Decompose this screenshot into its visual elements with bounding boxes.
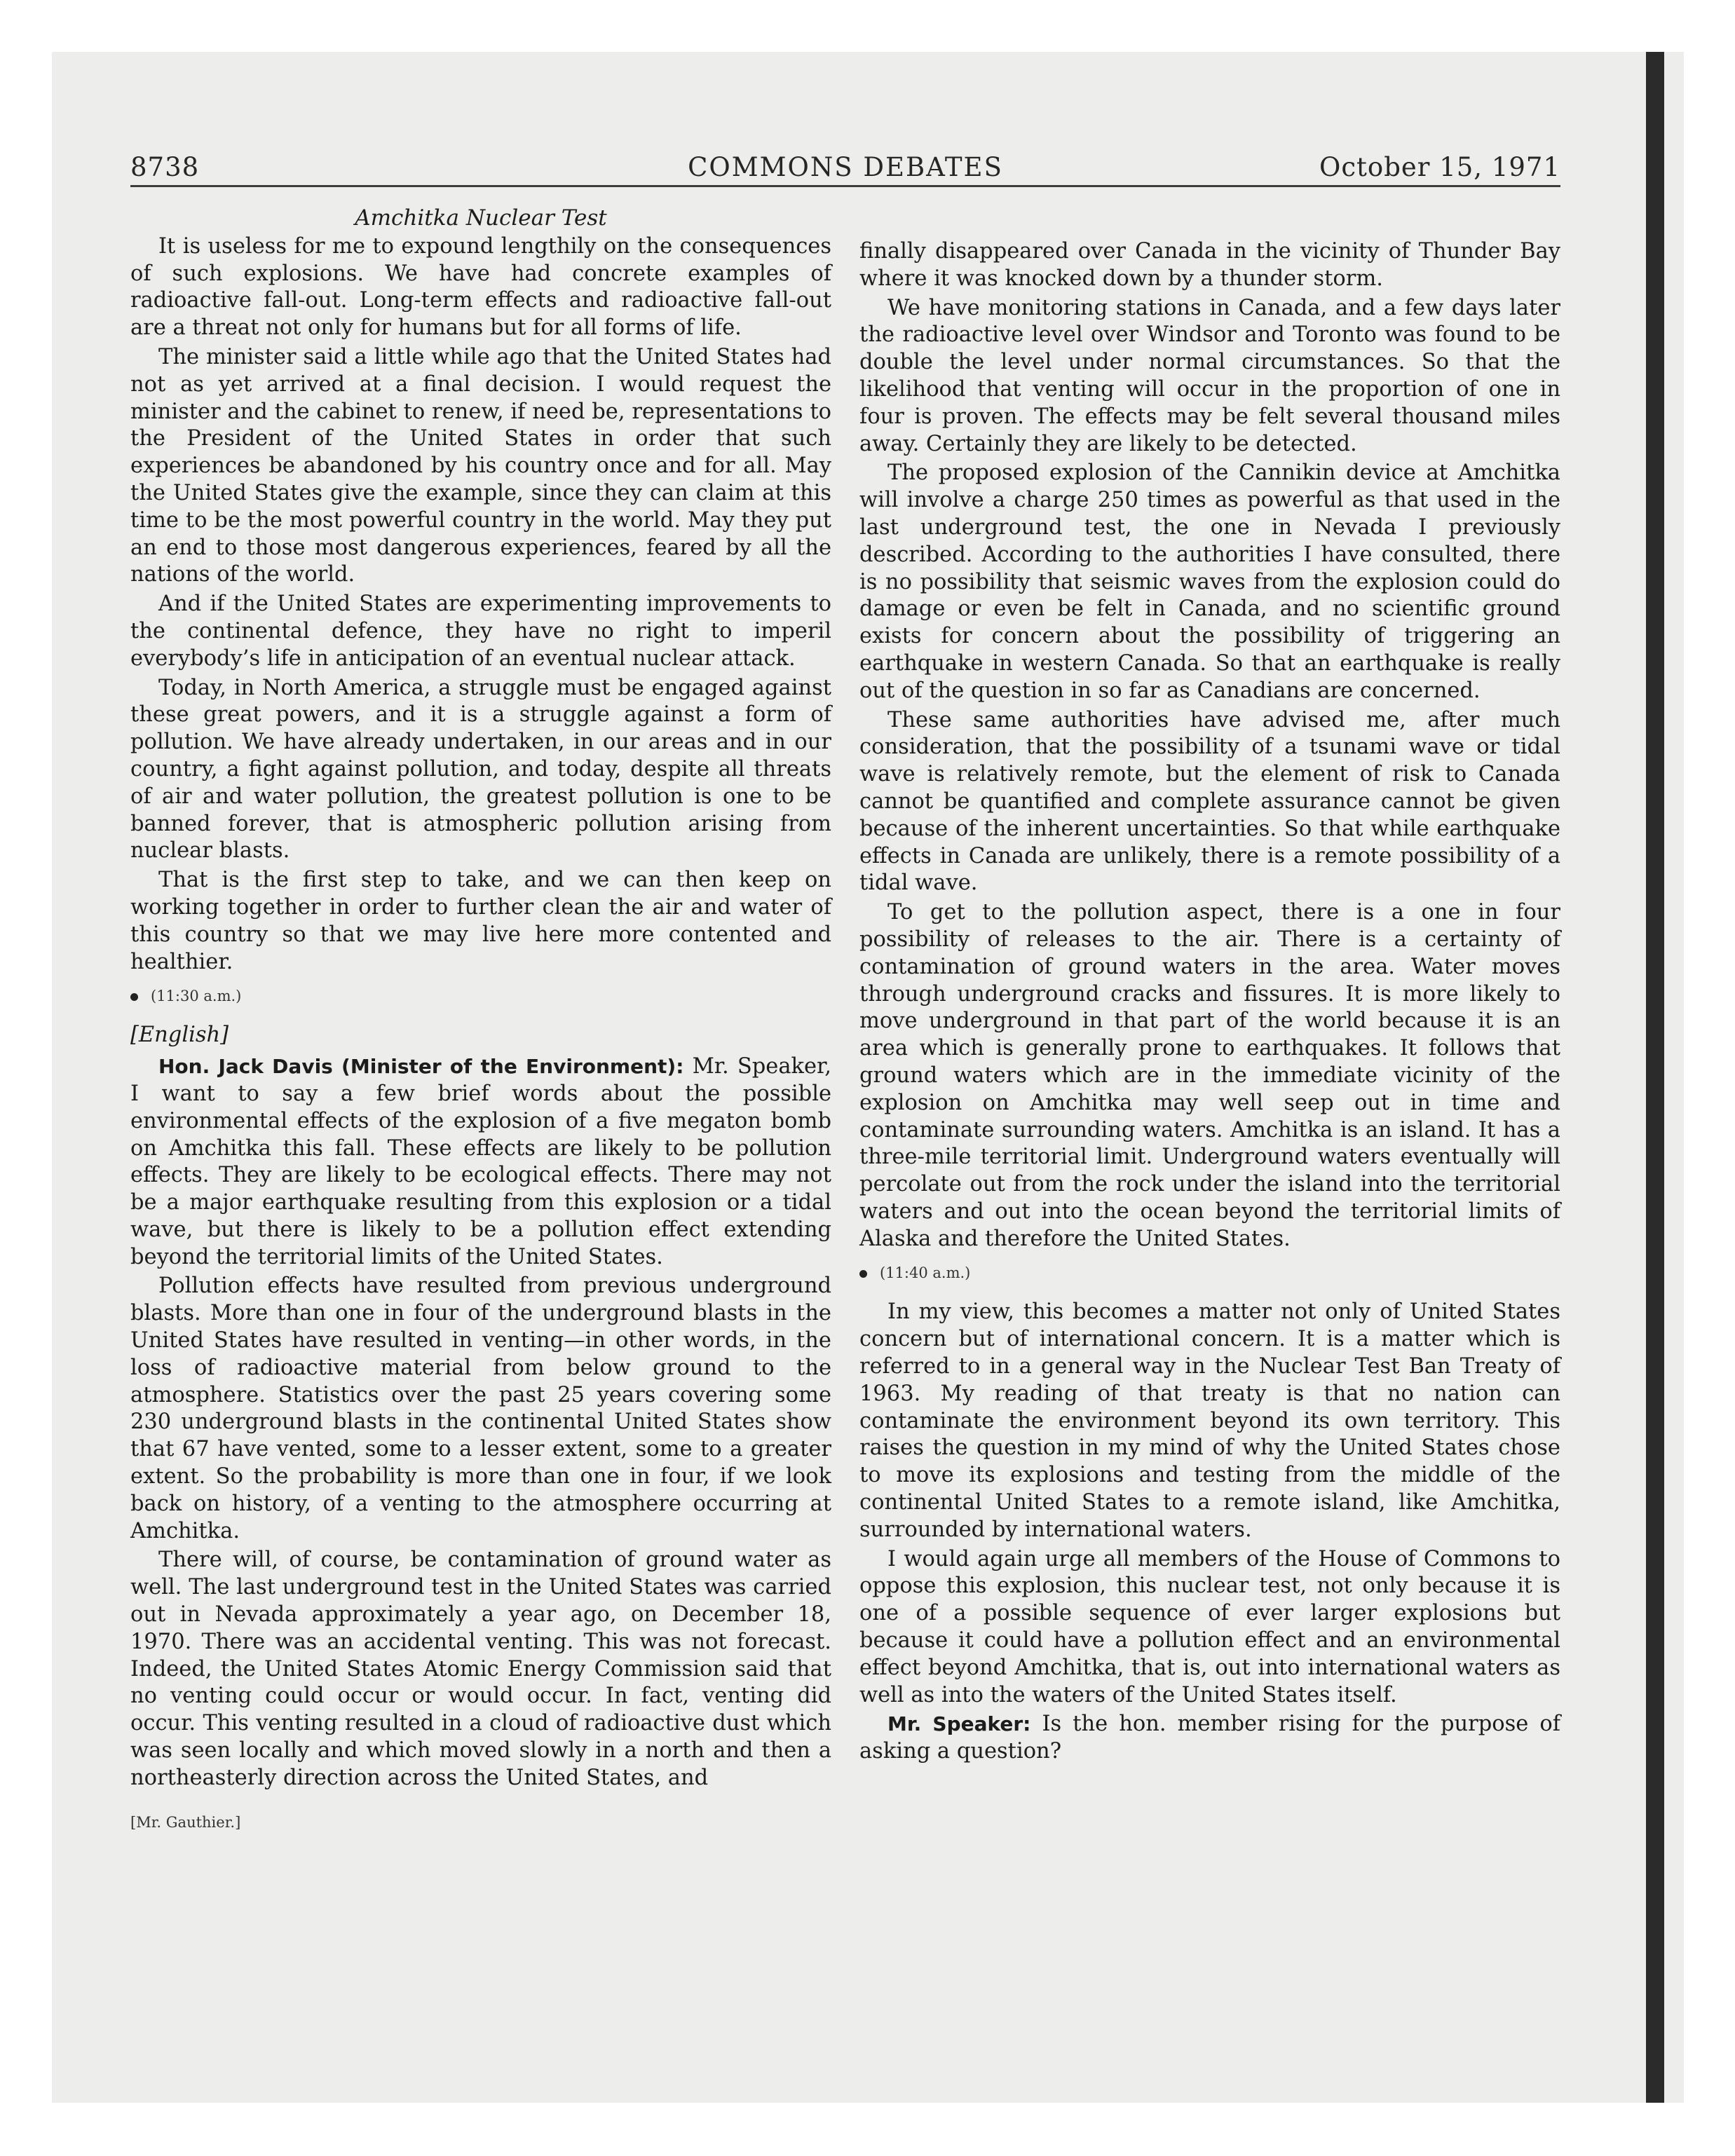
bullet-icon (130, 993, 138, 1001)
speaker-name: Mr. Speaker: (887, 1712, 1031, 1736)
language-marker: [English] (130, 1023, 229, 1048)
publication-title: COMMONS DEBATES (688, 152, 1003, 182)
paragraph (859, 1711, 1560, 1766)
page-edge-bar (1646, 52, 1664, 2103)
time-marker (859, 1262, 1560, 1283)
speech-text: Is the hon. member rising for the purpose of asking a question? (859, 1712, 1560, 1764)
paragraph: Today, in North America, a struggle must be engaged against these great powers, and it is a struggle against a form of pollution. We have already undertaken, in our areas and in our country, a fight against pollution, and today, despite all threats of air and water pollution, the greatest pollution is one to be banned forever, that is atmospheric pollution arising from nuclear blasts. (130, 675, 831, 864)
page-header (130, 149, 1560, 187)
section-subhead: Amchitka Nuclear Test (355, 205, 607, 231)
paragraph: Pollution effects have resulted from previous underground blasts. More than one in four of the underground blasts in the United States have resulted in venting—in other words, in the loss of radioactive material from below ground to the atmosphere. Statistics over the past 25 years covering some 230 underground blasts in the continental United States show that 67 have vented, some to a lesser extent, some to a greater extent. So the probability is more than one in four, if we look back on history, of a venting to the atmosphere occurring at Amchitka. (130, 1274, 831, 1543)
speech-text: Mr. Speaker, I want to say a few brief words about the possible environmental effects of the explosion of a five megaton bomb on Amchitka this fall. These effects are likely to be pollution effects. They are likely to be ecological effects. There may not be a major earthquake resulting from this explosion or a tidal wave, but there is likely to be a pollution effect extending beyond the territorial limits of the United States. (130, 1054, 831, 1269)
paragraph: finally disappeared over Canada in the vicinity of Thunder Bay where it was knocked down by a thunder storm. (859, 239, 1560, 291)
paragraph: To get to the pollution aspect, there is a one in four possibility of releases to the air. There is a certainty of contamination of ground waters in the area. Water moves through underground cracks and fissures. It is more likely to move underground in that part of the world because it is an area which is generally prone to earthquakes. It follows that ground waters which are in the immediate vicinity of the explosion on Amchitka may well seep out in time and contaminate surrounding waters. Amchitka is an island. It has a three-mile territorial limit. Underground waters eventually will percolate out from the rock under the island into the territorial waters and out into the ocean beyond the territorial limits of Alaska and therefore the United States. (859, 900, 1560, 1251)
paragraph: It is useless for me to expound lengthily on the consequences of such explosions. We have had concrete examples of radioactive fall-out. Long-term effects and radioactive fall-out are a threat not only for humans but for all forms of life. (130, 233, 831, 341)
bullet-icon (859, 1270, 867, 1278)
time-stamp: (11:40 a.m.) (880, 1264, 971, 1282)
paragraph: And if the United States are experimenting improvements to the continental defence, they have no right to imperil everybody’s life in anticipation of an eventual nuclear attack. (130, 592, 831, 671)
speaker-name: Hon. Jack Davis (Minister of the Environment): (158, 1055, 684, 1079)
paragraph: That is the first step to take, and we can then keep on working together in order to further clean the air and water of this country so that we may live here more contented and healthier. (130, 868, 831, 974)
publication-date: October 15, 1971 (1319, 152, 1560, 182)
time-stamp: (11:30 a.m.) (151, 988, 242, 1005)
paragraph: The minister said a little while ago that the United States had not as yet arrived at a final decision. I would request the minister and the cabinet to renew, if need be, representations to the President of the United States in order that such experiences be abandoned by his country once and for all. May the United States give the example, since they can claim at this time to be the most powerful country in the world. May they put an end to those most dangerous experiences, feared by all the nations of the world. (130, 344, 831, 587)
time-marker (130, 985, 831, 1007)
paragraph: In my view, this becomes a matter not only of United States concern but of international concern. It is a matter which is referred to in a general way in the Nuclear Test Ban Treaty of 1963. My reading of that treaty is that no nation can contaminate the environment beyond its own territory. This raises the question in my mind of why the United States chose to move its explosions and testing from the middle of the continental United States to a remote island, like Amchitka, surrounded by international waters. (859, 1299, 1560, 1542)
paragraph: These same authorities have advised me, after much consideration, that the possibility of a tsunami wave or tidal wave is relatively remote, but the element of risk to Canada cannot be quantified and complete assurance cannot be given because of the inherent uncertainties. So that while earthquake effects in Canada are unlikely, there is a remote possibility of a tidal wave. (859, 707, 1560, 896)
paragraph: I would again urge all members of the House of Commons to oppose this explosion, this nuclear test, not only because it is one of a possible sequence of ever larger explosions but because it could have a pollution effect and an environmental effect beyond Amchitka, that is, out into international waters as well as into the waters of the United States itself. (859, 1546, 1560, 1707)
paragraph (130, 1053, 831, 1271)
paragraph: There will, of course, be contamination of ground water as well. The last underground test in the United States was carried out in Nevada approximately a year ago, on December 18, 1970. There was an accidental venting. This was not forecast. Indeed, the United States Atomic Energy Commission said that no venting could occur or would occur. In fact, venting did occur. This venting resulted in a cloud of radioactive dust which was seen locally and which moved slowly in a north and then a northeasterly direction across the United States, and (130, 1548, 831, 1790)
page-number: 8738 (130, 152, 200, 182)
paragraph: We have monitoring stations in Canada, and a few days later the radioactive level over Windsor and Toronto was found to be double the level under normal circumstances. So that the likelihood that venting will occur in the proportion of one in four is proven. The effects may be felt several thousand miles away. Certainly they are likely to be detected. (859, 295, 1560, 456)
footer-speaker-note: [Mr. Gauthier.] (130, 1813, 241, 1831)
left-column (130, 205, 831, 1838)
paragraph: The proposed explosion of the Cannikin device at Amchitka will involve a charge 250 times as powerful as that used in the last underground test, the one in Nevada I previously described. According to the authorities I have consulted, there is no possibility that seismic waves from the explosion could do damage or even be felt in Canada, and no scientific ground exists for concern about the possibility of triggering an earthquake in western Canada. So that an earthquake is really out of the question in so far as Canadians are concerned. (859, 460, 1560, 703)
right-column (859, 238, 1560, 1768)
